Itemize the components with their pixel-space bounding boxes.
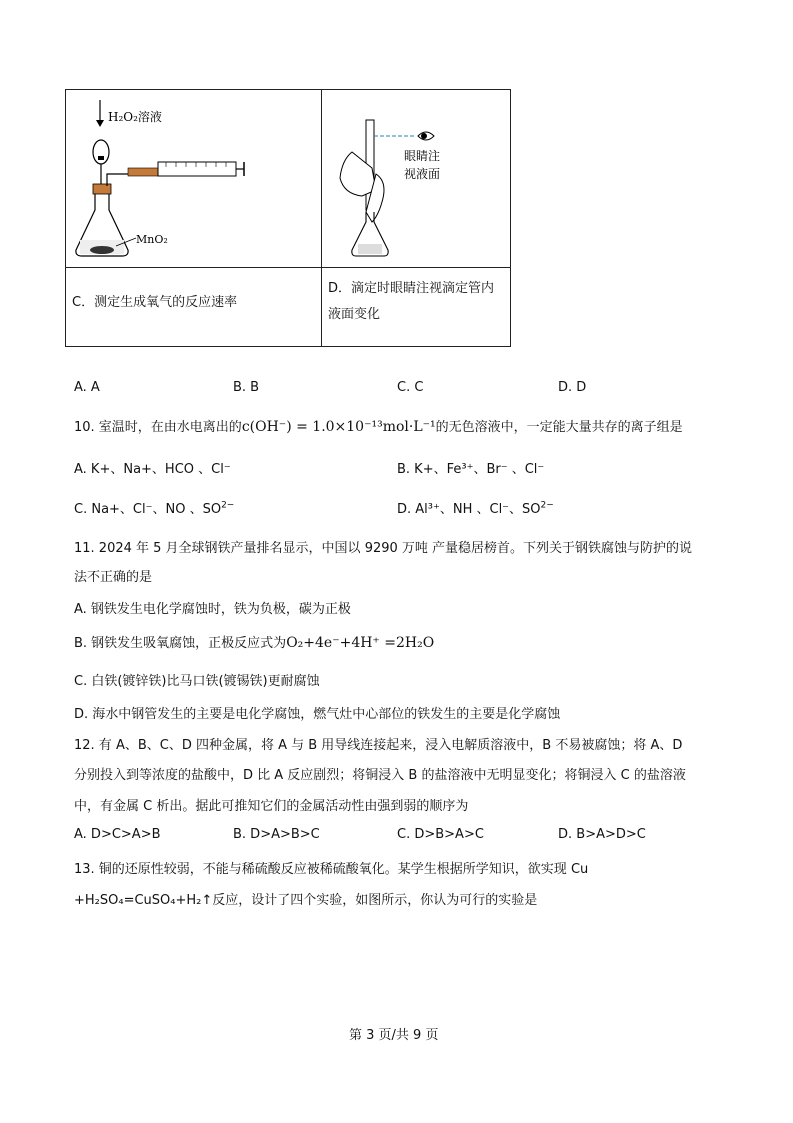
q12-line3: 中，有金属 C 析出。据此可推知它们的金属活动性由强到弱的顺序为 (74, 799, 469, 814)
q11-stem-line1: 11. 2024 年 5 月全球钢铁产量排名显示，中国以 9290 万吨 产量稳居榜首。下列关于钢铁腐蚀与防护的说 (74, 541, 693, 556)
titration-drawing (322, 90, 510, 267)
q12-option-c: C. D>B>A>C (397, 827, 484, 842)
q11-option-b-prefix: B. 钢铁发生吸氧腐蚀，正极反应式为 (74, 636, 287, 651)
q9-option-c: C. C (397, 380, 424, 395)
q12-option-b: B. D>A>B>C (233, 827, 320, 842)
q10-option-c-text: C. Na+、Cl⁻、NO 、SO (74, 502, 222, 517)
q9-option-d: D. D (558, 380, 587, 395)
q10-option-d-sulfate-charge: 2− (540, 500, 554, 511)
q10-option-b: B. K+、Fe³⁺、Br⁻ 、Cl⁻ (397, 462, 545, 477)
caption-c: C．测定生成氧气的反应速率 (72, 295, 238, 310)
caption-d (322, 268, 510, 346)
q9-option-a: A. A (74, 380, 100, 395)
oxygen-apparatus-drawing (66, 90, 321, 267)
eye-label-2: 视液面 (404, 167, 441, 181)
q10-option-c (74, 498, 234, 517)
image-d-titration-eye (322, 90, 510, 267)
q12-option-d: D. B>A>D>C (558, 827, 646, 842)
q10-formula: c(OH⁻) = 1.0×10⁻¹³mol·L⁻¹ (241, 419, 436, 435)
page-footer: 第 3 页/共 9 页 (349, 1028, 439, 1043)
q11-option-b (74, 632, 434, 651)
image-c-oxygen-rate-apparatus (66, 90, 321, 267)
mno2-label: MnO₂ (136, 233, 168, 246)
q13-line2: +H₂SO₄=CuSO₄+H₂↑反应，设计了四个实验，如图所示，你认为可行的实验是 (74, 893, 538, 908)
q10-stem (74, 416, 683, 435)
q11-option-a: A. 钢铁发生电化学腐蚀时，铁为负极，碳为正极 (74, 602, 351, 617)
q12-option-a: A. D>C>A>B (74, 827, 161, 842)
q11-stem-line2: 法不正确的是 (74, 570, 153, 585)
q10-option-c-sulfate-charge: 2− (221, 500, 235, 511)
q10-option-a: A. K+、Na+、HCO 、Cl⁻ (74, 462, 231, 477)
q11-option-c: C. 白铁(镀锌铁)比马口铁(镀锡铁)更耐腐蚀 (74, 674, 320, 689)
q12-line2: 分别投入到等浓度的盐酸中，D 比 A 反应剧烈；将铜浸入 B 的盐溶液中无明显变化；将铜浸入 C 的盐溶液 (74, 768, 686, 783)
eye-label-1: 眼睛注 (404, 149, 441, 163)
q9-option-b: B. B (233, 380, 260, 395)
caption-d-line1: D．滴定时眼睛注视滴定管内 (328, 281, 495, 296)
experiment-figure-table (65, 89, 511, 347)
q11-option-b-formula: O₂+4e⁻+4H⁺ =2H₂O (286, 635, 435, 651)
q10-option-d-text: D. Al³⁺、NH 、Cl⁻、SO (397, 502, 541, 517)
q13-line1: 13. 铜的还原性较弱，不能与稀硫酸反应被稀硫酸氧化。某学生根据所学知识，欲实现 Cu (74, 862, 589, 877)
q10-option-d (397, 498, 554, 517)
h2o2-label: H₂O₂溶液 (108, 110, 162, 124)
q12-line1: 12. 有 A、B、C、D 四种金属，将 A 与 B 用导线连接起来，浸入电解质溶液中，B 不易被腐蚀；将 A、D (74, 738, 683, 753)
q10-stem-suffix: 的无色溶液中，一定能大量共存的离子组是 (435, 420, 683, 435)
caption-d-line2: 液面变化 (328, 307, 381, 322)
q10-stem-prefix: 10. 室温时，在由水电离出的 (74, 420, 242, 435)
q11-option-d: D. 海水中钢管发生的主要是电化学腐蚀，燃气灶中心部位的铁发生的主要是化学腐蚀 (74, 707, 561, 722)
